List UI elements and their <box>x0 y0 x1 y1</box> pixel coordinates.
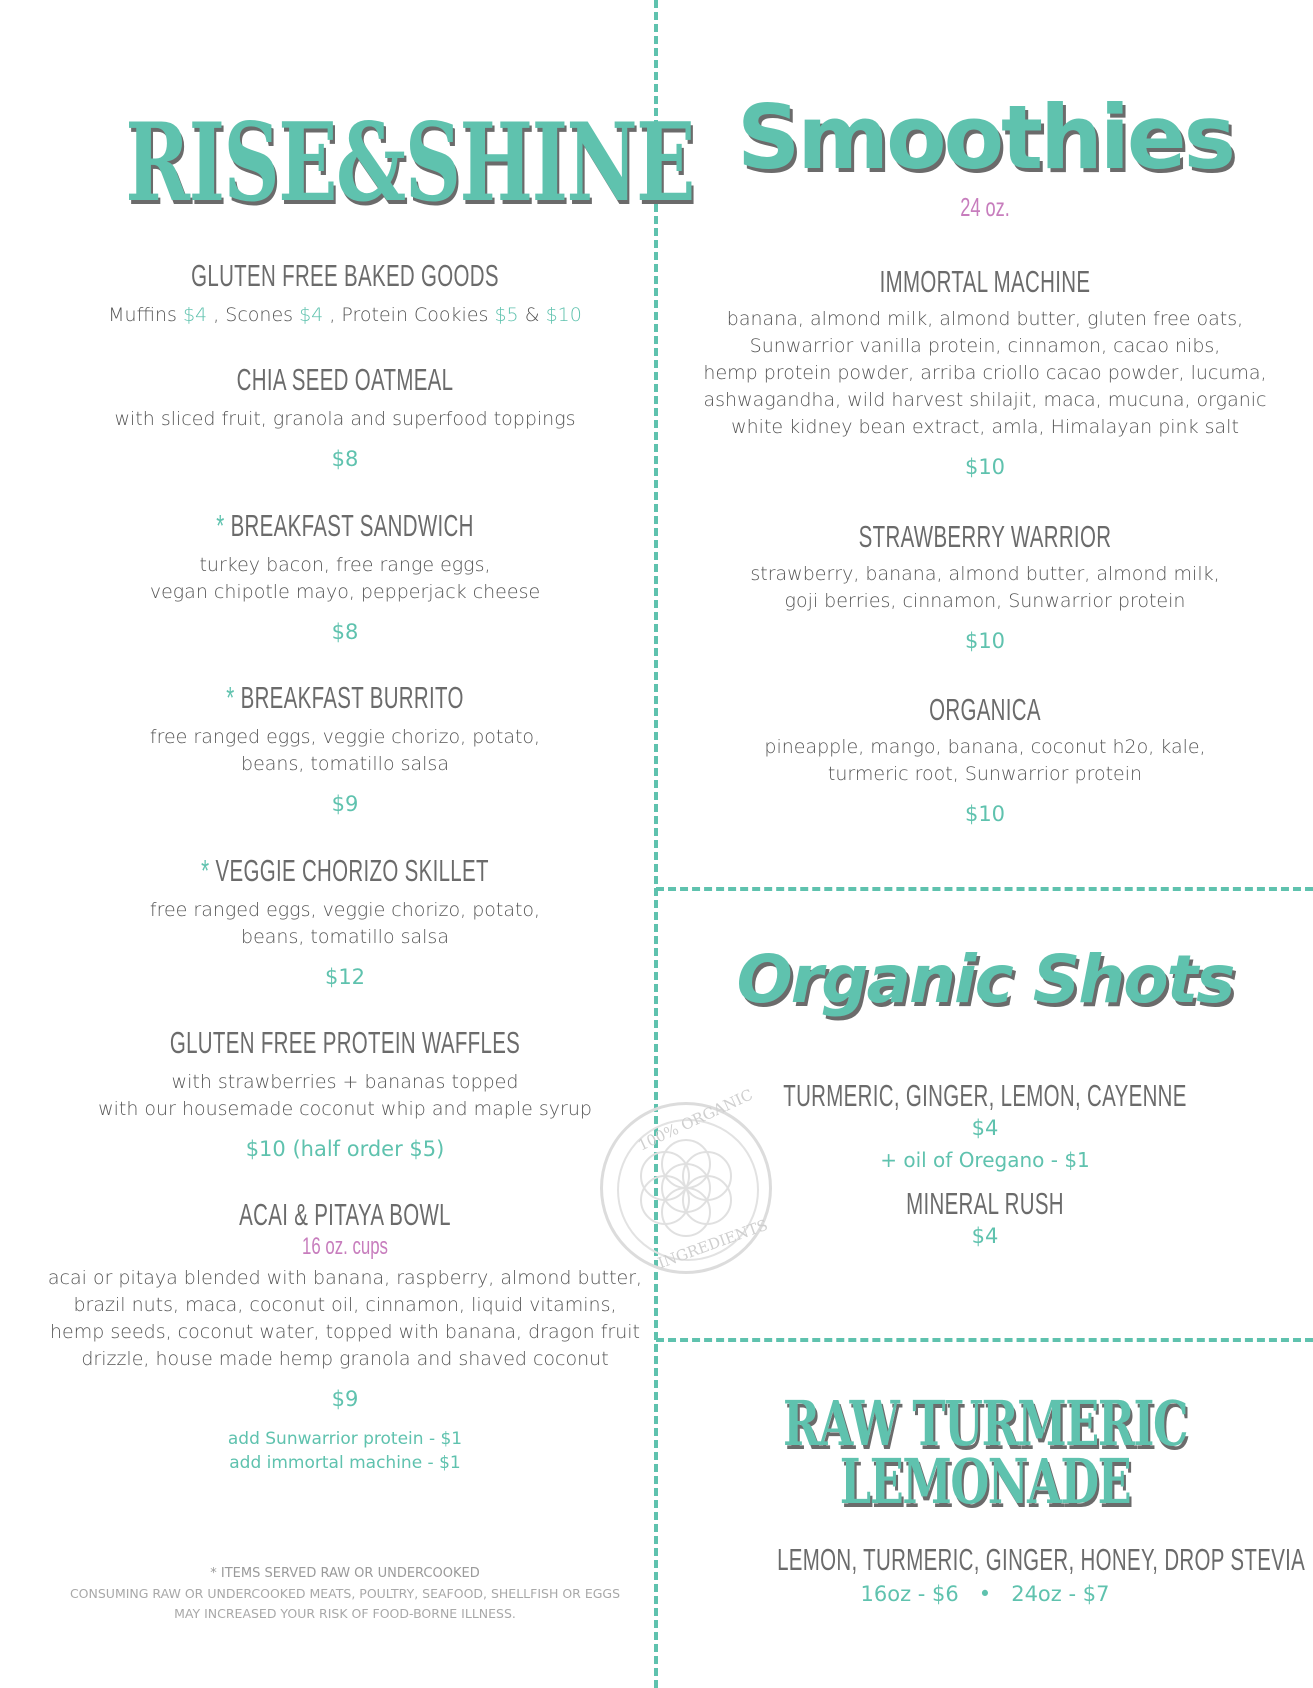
description-line: strawberry, banana, almond butter, almond milk, <box>750 563 1220 585</box>
shot-title-1: TURMERIC, GINGER, LEMON, CAYENNE <box>783 1078 1187 1113</box>
item-price: $12 <box>324 965 366 989</box>
description-line: banana, almond milk, almond butter, gluten free oats, <box>726 308 1244 330</box>
raw-star-icon: * <box>226 680 235 715</box>
muffins-label: Muffins <box>108 304 177 326</box>
horizontal-divider-2 <box>656 1338 1313 1342</box>
raw-star-icon: * <box>201 853 210 888</box>
item-title: GLUTEN FREE PROTEIN WAFFLES <box>169 1025 521 1060</box>
addon-immortal-machine: add immortal machine - $1 <box>229 1453 461 1473</box>
item-description-line4: drizzle, house made hemp granola and shaved coconut <box>81 1348 609 1370</box>
bowl-size: 16 oz. cups <box>302 1233 388 1260</box>
scones-label: , Scones <box>213 304 294 326</box>
item-description-line2: vegan chipotle mayo, pepperjack cheese <box>149 581 541 603</box>
lemonade-title-line2: LEMONADE <box>839 1445 1131 1518</box>
organica-section <box>670 692 1300 826</box>
description-line: white kidney bean extract, amla, Himalayan pink salt <box>731 416 1239 438</box>
cookies-price-large: $10 <box>545 304 582 326</box>
raw-star-icon: * <box>216 508 225 543</box>
item-price: $10 (half order $5) <box>245 1137 445 1161</box>
lemonade-prices: 16oz - $6 • 24oz - $7 <box>860 1582 1110 1606</box>
rise-shine-title: RISE&SHINE <box>125 100 694 226</box>
description-line: Sunwarrior vanilla protein, cinnamon, cacao nibs, <box>749 335 1221 357</box>
disclaimer-line1: CONSUMING RAW OR UNDERCOOKED MEATS, POULTRY, SEAFOOD, SHELLFISH OR EGGS <box>69 1586 621 1601</box>
item-price: $10 <box>964 629 1006 653</box>
breakfast-burrito-section <box>40 680 650 816</box>
muffins-price: $4 <box>182 304 208 326</box>
item-title: STRAWBERRY WARRIOR <box>858 519 1112 554</box>
immortal-machine-section <box>670 264 1300 479</box>
cookies-price-small: $5 <box>494 304 519 326</box>
item-name: BREAKFAST BURRITO <box>240 680 464 715</box>
raw-note: * ITEMS SERVED RAW OR UNDERCOOKED <box>210 1566 480 1581</box>
lemonade-title-line1: RAW TURMERIC <box>782 1387 1188 1460</box>
item-title: IMMORTAL MACHINE <box>879 264 1091 299</box>
lemonade-section <box>670 1542 1306 1606</box>
shot-addon: + oil of Oregano - $1 <box>880 1148 1090 1172</box>
shot-price-1: $4 <box>971 1116 999 1140</box>
lemonade-ingredients: LEMON, TURMERIC, GINGER, HONEY, DROP STEVIA <box>777 1542 1306 1577</box>
item-description-line3: hemp seeds, coconut water, topped with banana, dragon fruit <box>50 1321 640 1343</box>
item-title <box>144 680 547 716</box>
vertical-divider <box>654 0 658 1688</box>
item-description-line2: brazil nuts, maca, coconut oil, cinnamon, liquid vitamins, <box>73 1294 617 1316</box>
chia-seed-oatmeal-section <box>40 362 650 471</box>
protein-waffles-section <box>40 1025 650 1161</box>
description-line: ashwagandha, wild harvest shilajit, maca, mucuna, organic <box>703 389 1267 411</box>
item-price: $10 <box>964 802 1006 826</box>
item-title: GLUTEN FREE BAKED GOODS <box>191 258 499 293</box>
item-price: $9 <box>331 792 359 816</box>
item-title: CHIA SEED OATMEAL <box>236 362 454 397</box>
item-description-line1: free ranged eggs, veggie chorizo, potato, <box>149 726 541 748</box>
disclaimer-line2: MAY INCREASED YOUR RISK OF FOOD-BORNE ILLNESS. <box>174 1606 516 1621</box>
description-line: hemp protein powder, arriba criollo cacao powder, lucuma, <box>703 362 1267 384</box>
item-description-line1: acai or pitaya blended with banana, raspberry, almond butter, <box>47 1267 643 1289</box>
item-title <box>144 853 547 889</box>
item-description-line1: free ranged eggs, veggie chorizo, potato, <box>149 899 541 921</box>
item-price: $9 <box>331 1387 359 1411</box>
description-line: goji berries, cinnamon, Sunwarrior protein <box>784 590 1186 612</box>
item-price: $10 <box>964 455 1006 479</box>
horizontal-divider-1 <box>656 887 1313 891</box>
raw-disclaimer <box>40 1564 650 1624</box>
addon-sunwarrior: add Sunwarrior protein - $1 <box>227 1429 463 1449</box>
item-name: VEGGIE CHORIZO SKILLET <box>215 853 489 888</box>
item-price: $8 <box>331 447 359 471</box>
gluten-free-baked-goods-section <box>40 258 650 329</box>
item-title: ORGANICA <box>929 692 1041 727</box>
acai-pitaya-bowl-section <box>40 1197 650 1475</box>
stamp-bottom-text: INGREDIENTS <box>655 1215 771 1273</box>
breakfast-sandwich-section <box>40 508 650 644</box>
item-description-line1: with strawberries + bananas topped <box>171 1071 519 1093</box>
organic-shots-section <box>670 1078 1300 1248</box>
item-title <box>144 508 547 544</box>
item-title: ACAI & PITAYA BOWL <box>239 1197 451 1232</box>
scones-price: $4 <box>299 304 324 326</box>
smoothies-title: Smoothies <box>737 86 1233 189</box>
description-line: turmeric root, Sunwarrior protein <box>827 763 1143 785</box>
item-description-line2: with our housemade coconut whip and maple syrup <box>98 1098 592 1120</box>
item-name: BREAKFAST SANDWICH <box>230 508 474 543</box>
shot-price-2: $4 <box>971 1224 999 1248</box>
strawberry-warrior-section <box>670 519 1300 653</box>
item-description: with sliced fruit, granola and superfood toppings <box>114 408 576 430</box>
item-description-line2: beans, tomatillo salsa <box>241 753 449 775</box>
shot-title-2: MINERAL RUSH <box>906 1186 1064 1221</box>
stamp-top-text: 100% ORGANIC <box>635 1085 756 1155</box>
veggie-chorizo-skillet-section <box>40 853 650 989</box>
item-description-line2: beans, tomatillo salsa <box>241 926 449 948</box>
description-line: pineapple, mango, banana, coconut h2o, kale, <box>764 736 1206 758</box>
cookies-label: , Protein Cookies <box>329 304 489 326</box>
ampersand: & <box>524 304 540 326</box>
item-description-line1: turkey bacon, free range eggs, <box>199 554 491 576</box>
organic-shots-title: Organic Shots <box>736 941 1234 1018</box>
baked-goods-line <box>40 302 650 329</box>
item-price: $8 <box>331 620 359 644</box>
smoothies-size: 24 oz. <box>960 192 1010 222</box>
